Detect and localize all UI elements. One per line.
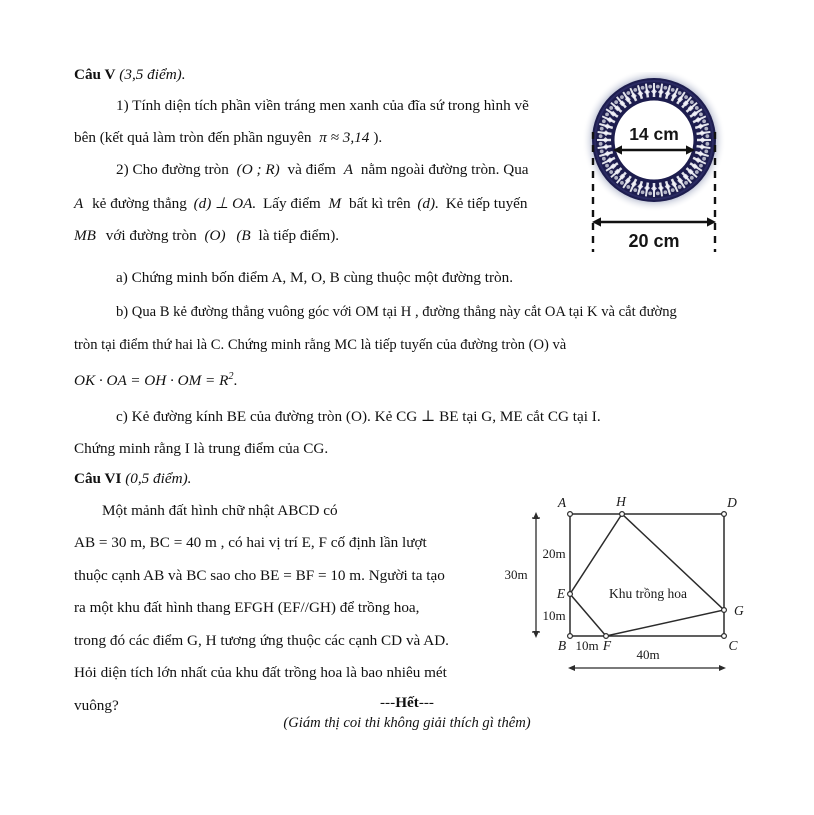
trapezoid-EFGH <box>570 514 724 636</box>
vertex-dot-C <box>722 634 727 639</box>
circle-O-inline: (O) <box>204 227 226 244</box>
dim-bottom-total: 40m <box>636 647 660 662</box>
exam-footer <box>0 694 814 732</box>
plate-svg <box>572 72 748 254</box>
cau-v-part2-line2-c: bất kì trên <box>349 195 411 212</box>
vertex-dot-A <box>568 512 573 517</box>
pi-approx-value: π ≈ 3,14 <box>319 129 370 146</box>
left-dimension-line <box>532 516 540 634</box>
cau-v-item-b-equation <box>74 371 746 390</box>
cau-v-part1-line2-text: bên (kết quả làm tròn đến phần nguyên <box>74 129 312 146</box>
dim-left-lower: 10m <box>542 608 566 623</box>
label-E: E <box>556 586 566 601</box>
left-dim-arrow-bottom <box>533 631 539 638</box>
cau-v-item-b-line2: tròn tại điểm thứ hai là C. Chứng minh rằng MC là tiếp tuyến của đường tròn (O) và <box>74 337 567 353</box>
label-G: G <box>734 603 744 618</box>
dim-left-total: 30m <box>504 567 528 582</box>
equation-period: . <box>233 372 238 390</box>
vertex-dot-H <box>620 512 625 517</box>
vertex-dot-B <box>568 634 573 639</box>
rect-svg <box>492 478 748 674</box>
cau-v-part2-line2-b: Lấy điểm <box>262 195 321 212</box>
cau-vi-heading-points: (0,5 điểm). <box>125 470 192 487</box>
line-d-perp-OA: (d) ⊥ OA. <box>193 195 257 212</box>
cau-vi-line5: trong đó các điểm G, H tương ứng thuộc các cạnh CD và AD. <box>74 632 449 649</box>
cau-v-part2-line1-b: và điểm <box>287 161 336 178</box>
footer-note: (Giám thị coi thi không giải thích gì thêm) <box>283 715 531 731</box>
cau-v-part2-line2-e: Kẻ tiếp tuyến <box>445 195 528 212</box>
point-B-inline: (B <box>236 227 251 244</box>
label-A: A <box>557 495 567 510</box>
line-d-inline: (d). <box>417 195 439 212</box>
inner-diameter-label: 14 cm <box>629 124 679 144</box>
cau-v-part2-line1-a: 2) Cho đường tròn <box>116 161 229 178</box>
cau-v-heading-label: Câu V <box>74 66 116 83</box>
label-H: H <box>616 494 626 509</box>
cau-v-item-a: a) Chứng minh bốn điểm A, M, O, B cùng thuộc một đường tròn. <box>116 269 513 286</box>
label-C: C <box>728 638 738 653</box>
cau-v-heading-points: (3,5 điểm). <box>119 66 186 83</box>
footer-end-line <box>0 694 814 712</box>
dim-bottom-partial: 10m <box>575 638 599 653</box>
porcelain-plate-figure <box>572 72 748 254</box>
rectangle-ABCD <box>570 514 724 636</box>
circle-O-R-notation: (O ; R) <box>236 161 280 178</box>
cau-vi-line6: Hỏi diện tích lớn nhất của khu đất trồng hoa là bao nhiêu mét <box>74 664 447 681</box>
cau-vi-line3: thuộc cạnh AB và BC sao cho BE = BF = 10 m. Người ta tạo <box>74 567 445 584</box>
point-M-inline: M <box>328 195 342 212</box>
cau-v-item-b-line1: b) Qua B kẻ đường thẳng vuông góc với OM tại H , đường thẳng này cắt OA tại K và cắt đường <box>116 304 677 320</box>
cau-v-part2-line2-a: kẻ đường thẳng <box>92 195 187 212</box>
dim-left-upper: 20m <box>542 546 566 561</box>
outer-diameter-label: 20 cm <box>628 231 680 251</box>
cau-vi-line2: AB = 30 m, BC = 40 m , có hai vị trí E, F cố định lần lượt <box>74 534 427 551</box>
cau-v-item-c-line2: Chứng minh rằng I là trung điểm của CG. <box>74 440 329 457</box>
land-rectangle-figure <box>492 478 748 674</box>
label-F: F <box>602 638 612 653</box>
area-caption: Khu trồng hoa <box>609 586 687 601</box>
footer-end-word: Hết <box>395 694 419 711</box>
vertex-dot-E <box>568 592 573 597</box>
bottom-dim-arrow-left <box>568 665 575 671</box>
point-A-label-inline: A <box>343 161 354 178</box>
cau-v-part2-line3-c: là tiếp điểm). <box>258 227 340 244</box>
label-D: D <box>727 495 737 510</box>
segment-MB-inline: MB <box>74 227 96 244</box>
left-dim-arrow-top <box>533 512 539 519</box>
cau-v-part1-line2-end: ). <box>373 129 383 146</box>
equation-exponent-2: 2 <box>228 371 234 382</box>
footer-end-prefix: --- <box>380 694 396 711</box>
cau-v-part1-line1: 1) Tính diện tích phần viền tráng men xanh của đĩa sứ trong hình vẽ <box>116 97 529 114</box>
equation-OK-OA: OK · OA = OH · OM = R <box>74 372 229 390</box>
vertex-dot-G <box>722 608 727 613</box>
bottom-dim-arrow-right <box>719 665 726 671</box>
cau-v-part2-line3-a: với đường tròn <box>105 227 197 244</box>
cau-vi-heading-label: Câu VI <box>74 470 122 487</box>
vertex-dot-D <box>722 512 727 517</box>
cau-v-part2-line1-c: nằm ngoài đường tròn. Qua <box>360 161 529 178</box>
point-A-inline-2: A <box>74 195 84 212</box>
cau-vi-line1: Một mảnh đất hình chữ nhật ABCD có <box>102 502 338 519</box>
cau-vi-line4: ra một khu đất hình thang EFGH (EF//GH) để trồng hoa, <box>74 599 420 616</box>
cau-vi-line7: vuông? <box>74 697 119 714</box>
footer-end-suffix: --- <box>418 694 434 711</box>
label-B: B <box>557 638 567 653</box>
cau-v-item-c-line1: c) Kẻ đường kính BE của đường tròn (O). Kẻ CG ⊥ BE tại G, ME cắt CG tại I. <box>116 408 601 425</box>
